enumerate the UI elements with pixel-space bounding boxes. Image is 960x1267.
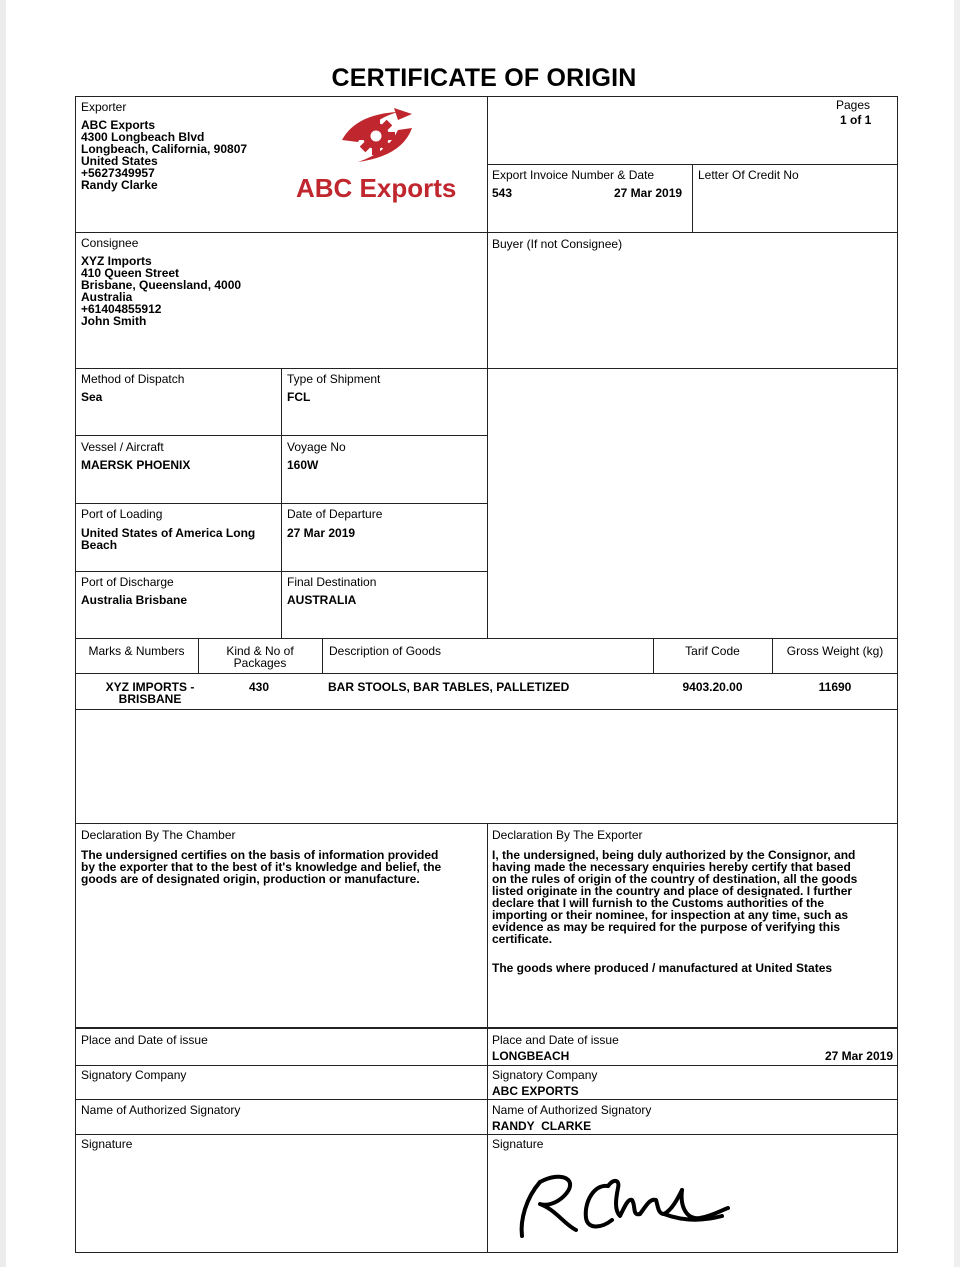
declaration-chamber-line: goods are of designated origin, production or manufacture.	[81, 872, 420, 886]
right-signature-label: Signature	[492, 1137, 544, 1151]
declaration-exporter-line: listed originate in the country and place of designated. I further	[492, 884, 853, 898]
vessel-value: MAERSK PHOENIX	[81, 458, 191, 472]
declaration-chamber-label: Declaration By The Chamber	[81, 828, 236, 842]
consignee-line: John Smith	[81, 314, 147, 328]
exporter-line: ABC Exports	[81, 118, 156, 132]
declaration-produced-text: The goods where produced / manufactured at United States	[492, 961, 833, 975]
consignee-line: Brisbane, Queensland, 4000	[81, 278, 242, 292]
voyage-no-value: 160W	[287, 458, 319, 472]
exporter-line: Longbeach, California, 90807	[81, 142, 248, 156]
document-title: CERTIFICATE OF ORIGIN	[331, 64, 637, 92]
right-date-value: 27 Mar 2019	[824, 1049, 893, 1063]
date-of-departure-label: Date of Departure	[287, 507, 383, 521]
left-signature-label: Signature	[81, 1137, 133, 1151]
buyer-label: Buyer (If not Consignee)	[492, 237, 623, 251]
exporter-line: 4300 Longbeach Blvd	[81, 130, 205, 144]
rule	[322, 638, 323, 673]
final-destination-value: AUSTRALIA	[287, 593, 357, 607]
exporter-label: Exporter	[81, 100, 127, 114]
letter-of-credit-label: Letter Of Credit No	[698, 168, 799, 182]
port-of-discharge-label: Port of Discharge	[81, 575, 174, 589]
declaration-chamber-line: by the exporter that to the best of it's knowledge and belief, the	[81, 860, 442, 874]
export-invoice-label: Export Invoice Number & Date	[492, 168, 655, 182]
port-of-loading-line: United States of America Long	[81, 526, 256, 540]
export-invoice-number: 543	[492, 186, 513, 200]
goods-row-packages: 430	[249, 680, 270, 694]
declaration-exporter-line: importing or their nominee, for inspection at any time, such as	[492, 908, 849, 922]
right-authorized-signatory-value: RANDY CLARKE	[492, 1119, 592, 1133]
consignee-label: Consignee	[81, 236, 139, 250]
port-of-discharge-value: Australia Brisbane	[81, 593, 188, 607]
declaration-exporter-line: certificate.	[492, 932, 553, 946]
declaration-exporter-label: Declaration By The Exporter	[492, 828, 643, 842]
declaration-chamber-line: The undersigned certifies on the basis of information provided	[81, 848, 439, 862]
rule	[692, 164, 693, 232]
exporter-line: +5627349957	[81, 166, 155, 180]
exporter-line: United States	[81, 154, 158, 168]
rule	[281, 368, 282, 638]
right-place-date-label: Place and Date of issue	[492, 1033, 619, 1047]
goods-header-tarif: Tarif Code	[685, 644, 740, 658]
declaration-exporter-line: having made the necessary enquiries hereby certify that based	[492, 860, 851, 874]
consignee-line: +61404855912	[81, 302, 162, 316]
declaration-exporter-line: declare that I will furnish to the Customs authorities of the	[492, 896, 825, 910]
page-left-edge	[0, 0, 6, 1267]
rule	[75, 673, 898, 674]
exporter-address	[81, 119, 247, 191]
consignee-line: 410 Queen Street	[81, 266, 180, 280]
rule	[75, 709, 898, 710]
goods-header-weight: Gross Weight (kg)	[786, 644, 884, 658]
goods-row-weight: 11690	[818, 680, 852, 694]
page-right-edge	[954, 0, 960, 1267]
goods-row-marks	[75, 681, 225, 705]
goods-header-kind-line: Kind & No of	[226, 644, 294, 658]
voyage-no-label: Voyage No	[287, 440, 346, 454]
handwritten-signature	[510, 1168, 740, 1248]
gear-logo-icon	[336, 106, 426, 168]
right-authorized-signatory-label: Name of Authorized Signatory	[492, 1103, 652, 1117]
goods-marks-line: XYZ IMPORTS -	[105, 680, 195, 694]
method-of-dispatch-value: Sea	[81, 390, 103, 404]
right-signatory-company-value: ABC EXPORTS	[492, 1084, 579, 1098]
left-place-date-label: Place and Date of issue	[81, 1033, 208, 1047]
goods-header-kind	[198, 645, 322, 669]
goods-row-description: BAR STOOLS, BAR TABLES, PALLETIZED	[328, 680, 570, 694]
date-of-departure-value: 27 Mar 2019	[287, 526, 356, 540]
pages-value: 1 of 1	[840, 113, 872, 127]
declaration-exporter-line: I, the undersigned, being duly authorized by the Consignor, and	[492, 848, 856, 862]
pages-label: Pages	[836, 98, 871, 112]
goods-header-marks: Marks & Numbers	[88, 644, 185, 658]
declaration-exporter-line: evidence as may be required for the purpose of verifying this	[492, 920, 841, 934]
consignee-line: XYZ Imports	[81, 254, 152, 268]
declaration-chamber-text	[81, 849, 441, 885]
left-signatory-company-label: Signatory Company	[81, 1068, 187, 1082]
goods-header-kind-line: Packages	[233, 656, 287, 670]
right-place-value: LONGBEACH	[492, 1049, 570, 1063]
rule	[487, 823, 488, 1253]
consignee-line: Australia	[81, 290, 133, 304]
rule	[487, 96, 488, 638]
final-destination-label: Final Destination	[287, 575, 377, 589]
port-of-loading-label: Port of Loading	[81, 507, 163, 521]
port-of-loading-value	[81, 527, 255, 551]
goods-header-description: Description of Goods	[329, 644, 442, 658]
port-of-loading-line: Beach	[81, 538, 118, 552]
company-logo-text: ABC Exports	[296, 173, 457, 203]
goods-marks-line: BRISBANE	[118, 692, 182, 706]
method-of-dispatch-label: Method of Dispatch	[81, 372, 185, 386]
vessel-label: Vessel / Aircraft	[81, 440, 164, 454]
goods-row-tarif: 9403.20.00	[682, 680, 743, 694]
exporter-line: Randy Clarke	[81, 178, 158, 192]
export-invoice-date: 27 Mar 2019	[614, 186, 683, 200]
declaration-exporter-line: on the rules of origin of the country of destination, all the goods	[492, 872, 858, 886]
consignee-address	[81, 255, 241, 327]
type-of-shipment-label: Type of Shipment	[287, 372, 381, 386]
declaration-exporter-text	[492, 849, 857, 945]
right-signatory-company-label: Signatory Company	[492, 1068, 598, 1082]
left-authorized-signatory-label: Name of Authorized Signatory	[81, 1103, 241, 1117]
type-of-shipment-value: FCL	[287, 390, 311, 404]
